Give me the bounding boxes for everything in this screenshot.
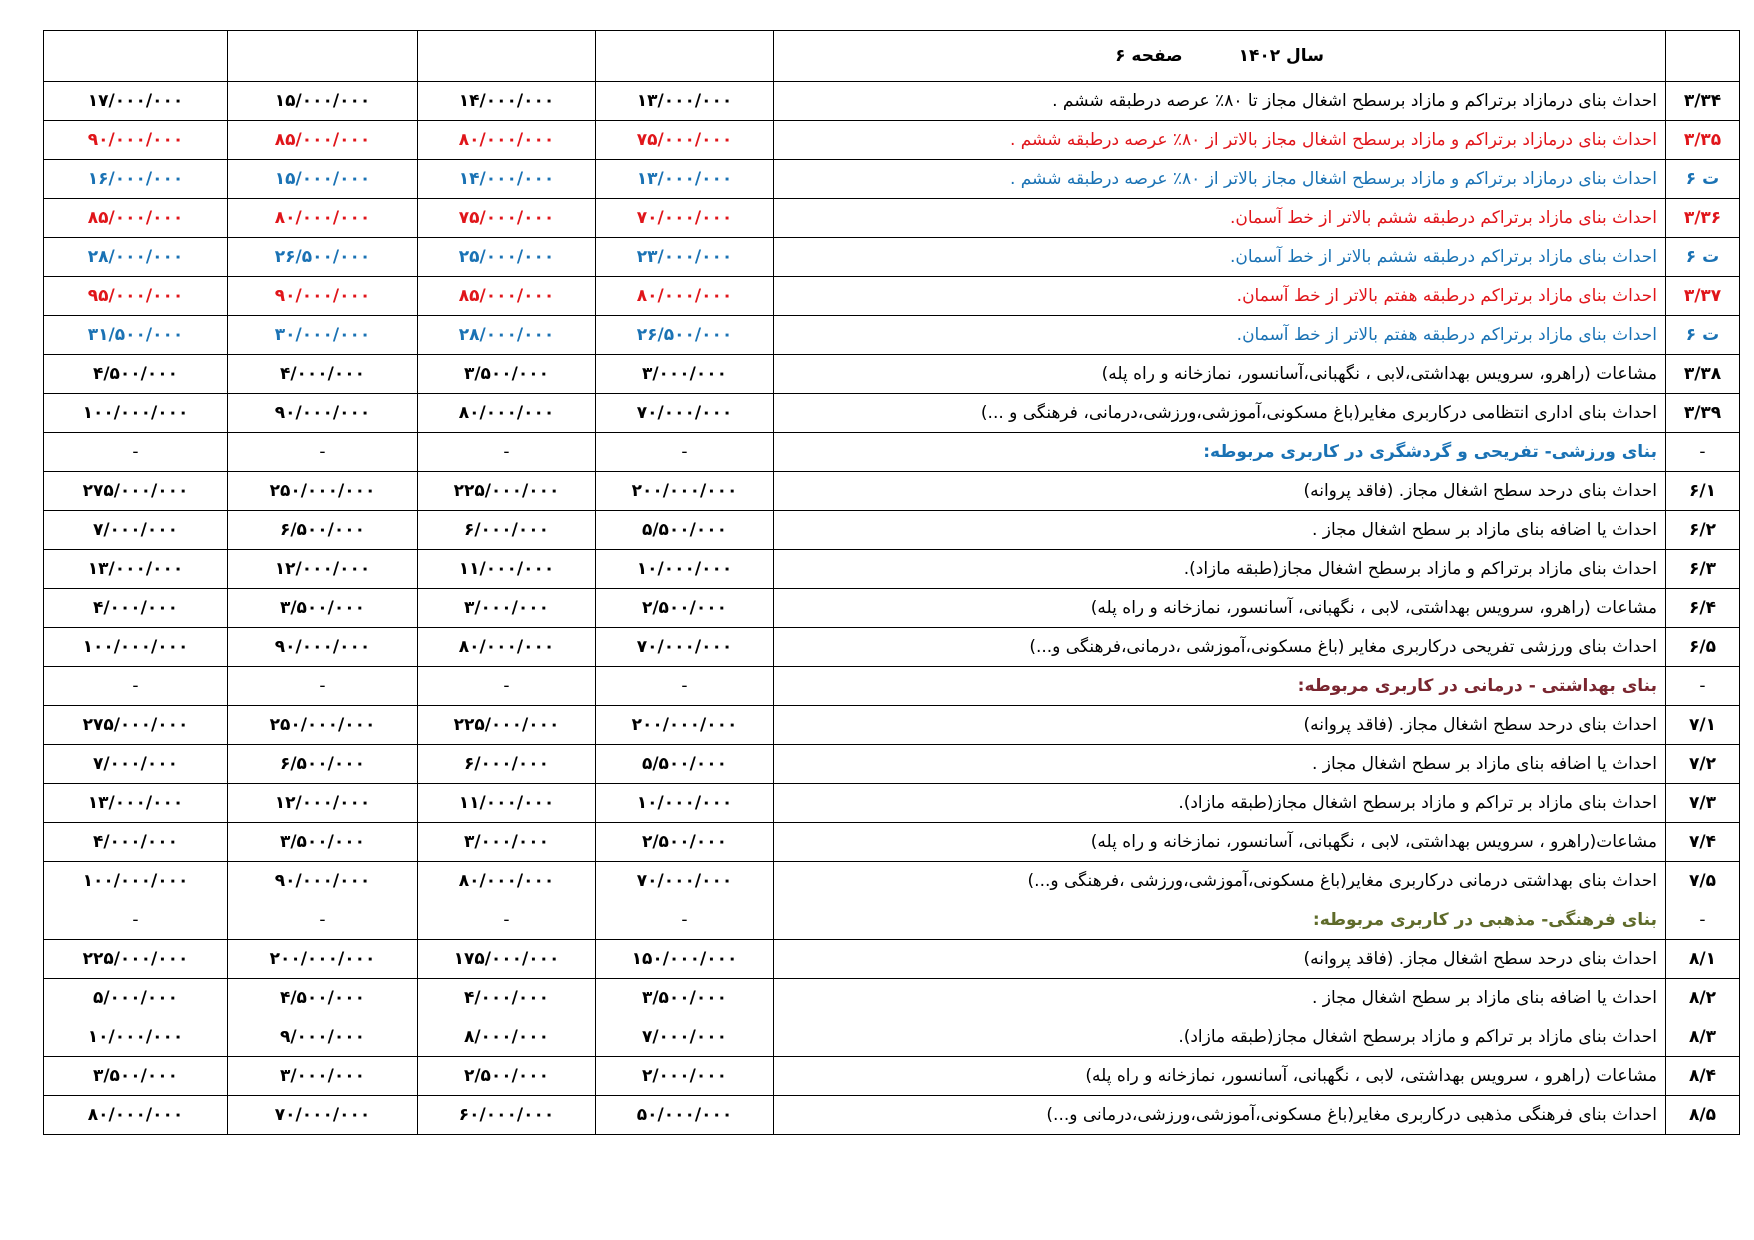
- value-cell: ۷۵/۰۰۰/۰۰۰: [418, 199, 596, 238]
- code-cell: ۸/۱: [1666, 940, 1740, 979]
- value-cell: ۸۰/۰۰۰/۰۰۰: [44, 1096, 228, 1135]
- value-cell: ۲۷۵/۰۰۰/۰۰۰: [44, 706, 228, 745]
- value-cell: ۷/۰۰۰/۰۰۰: [44, 511, 228, 550]
- code-cell: ۸/۴: [1666, 1057, 1740, 1096]
- value-cell: ۸۰/۰۰۰/۰۰۰: [418, 121, 596, 160]
- table-row: [44, 940, 1740, 979]
- code-cell: ۳/۳۸: [1666, 355, 1740, 394]
- value-cell: ۱۵۰/۰۰۰/۰۰۰: [596, 940, 774, 979]
- value-cell: ۲/۵۰۰/۰۰۰: [418, 1057, 596, 1096]
- table-row: [44, 1018, 1740, 1057]
- code-cell: -: [1666, 667, 1740, 706]
- value-cell: ۲۲۵/۰۰۰/۰۰۰: [44, 940, 228, 979]
- value-cell: ۱۰۰/۰۰۰/۰۰۰: [44, 394, 228, 433]
- description-cell: احداث بنای ورزشی تفریحی درکاربری مغایر (باغ مسکونی،آموزشی ،درمانی،فرهنگی و...): [774, 628, 1666, 667]
- table-row: [44, 160, 1740, 199]
- value-cell: ۱۲/۰۰۰/۰۰۰: [228, 784, 418, 823]
- value-cell: ۹۰/۰۰۰/۰۰۰: [44, 121, 228, 160]
- value-cell: ۸/۰۰۰/۰۰۰: [418, 1018, 596, 1057]
- value-cell: ۱۳/۰۰۰/۰۰۰: [44, 550, 228, 589]
- value-cell: ۲۰۰/۰۰۰/۰۰۰: [596, 472, 774, 511]
- value-cell: ۵/۰۰۰/۰۰۰: [44, 979, 228, 1018]
- code-cell: ۸/۳: [1666, 1018, 1740, 1057]
- value-cell: ۲۶/۵۰۰/۰۰۰: [228, 238, 418, 277]
- code-cell: ۶/۳: [1666, 550, 1740, 589]
- page-label: صفحه ۶: [1115, 46, 1183, 66]
- value-cell: ۵۰/۰۰۰/۰۰۰: [596, 1096, 774, 1135]
- value-cell: ۹۰/۰۰۰/۰۰۰: [228, 628, 418, 667]
- value-cell: ۶/۵۰۰/۰۰۰: [228, 745, 418, 784]
- table-row: [44, 823, 1740, 862]
- value-cell: ۳/۰۰۰/۰۰۰: [596, 355, 774, 394]
- value-cell: ۹۵/۰۰۰/۰۰۰: [44, 277, 228, 316]
- value-cell: ۸۵/۰۰۰/۰۰۰: [44, 199, 228, 238]
- value-cell: -: [44, 433, 228, 472]
- code-cell: ۶/۲: [1666, 511, 1740, 550]
- section-row: [44, 667, 1740, 706]
- value-cell: ۹۰/۰۰۰/۰۰۰: [228, 277, 418, 316]
- value-cell: ۹۰/۰۰۰/۰۰۰: [228, 394, 418, 433]
- description-cell: احداث بنای درحد سطح اشغال مجاز. (فاقد پروانه): [774, 472, 1666, 511]
- code-cell: ت ۶: [1666, 238, 1740, 277]
- description-cell: احداث بنای مازاد برتراکم درطبقه هفتم بالاتر از خط آسمان.: [774, 316, 1666, 355]
- description-cell: احداث بنای درمازاد برتراکم و مازاد برسطح اشغال مجاز تا ۸۰٪ عرصه درطبقه ششم .: [774, 82, 1666, 121]
- value-cell: ۷/۰۰۰/۰۰۰: [596, 1018, 774, 1057]
- description-cell: احداث بنای مازاد برتراکم و مازاد برسطح اشغال مجاز(طبقه مازاد).: [774, 550, 1666, 589]
- value-cell: ۳/۰۰۰/۰۰۰: [228, 1057, 418, 1096]
- code-cell: ۳/۳۷: [1666, 277, 1740, 316]
- value-cell: ۱۱/۰۰۰/۰۰۰: [418, 550, 596, 589]
- value-cell: ۲۶/۵۰۰/۰۰۰: [596, 316, 774, 355]
- value-cell: ۶/۰۰۰/۰۰۰: [418, 745, 596, 784]
- table-row: [44, 472, 1740, 511]
- value-cell: ۳/۵۰۰/۰۰۰: [228, 823, 418, 862]
- value-cell: ۸۰/۰۰۰/۰۰۰: [418, 628, 596, 667]
- value-cell: ۱۷۵/۰۰۰/۰۰۰: [418, 940, 596, 979]
- description-cell: احداث بنای درمازاد برتراکم و مازاد برسطح اشغال مجاز بالاتر از ۸۰٪ عرصه درطبقه ششم .: [774, 160, 1666, 199]
- fee-table: [43, 30, 1740, 1135]
- value-cell: ۲۰۰/۰۰۰/۰۰۰: [596, 706, 774, 745]
- value-cell: ۶/۵۰۰/۰۰۰: [228, 511, 418, 550]
- table-row: [44, 1096, 1740, 1135]
- value-cell: ۸۰/۰۰۰/۰۰۰: [228, 199, 418, 238]
- code-cell: ۳/۳۴: [1666, 82, 1740, 121]
- value-cell: ۴/۰۰۰/۰۰۰: [44, 823, 228, 862]
- code-cell: ۷/۴: [1666, 823, 1740, 862]
- header-cell-empty: [1666, 31, 1740, 82]
- value-cell: ۱۵/۰۰۰/۰۰۰: [228, 82, 418, 121]
- table-row: [44, 628, 1740, 667]
- value-cell: ۲/۵۰۰/۰۰۰: [596, 823, 774, 862]
- value-cell: -: [418, 901, 596, 940]
- value-cell: -: [228, 667, 418, 706]
- value-cell: ۱۰/۰۰۰/۰۰۰: [596, 550, 774, 589]
- value-cell: ۸۰/۰۰۰/۰۰۰: [418, 862, 596, 901]
- code-cell: ۷/۱: [1666, 706, 1740, 745]
- value-cell: -: [228, 901, 418, 940]
- code-cell: -: [1666, 901, 1740, 940]
- value-cell: ۱۰/۰۰۰/۰۰۰: [44, 1018, 228, 1057]
- value-cell: ۱۳/۰۰۰/۰۰۰: [596, 82, 774, 121]
- code-cell: ت ۶: [1666, 160, 1740, 199]
- code-cell: ۳/۳۵: [1666, 121, 1740, 160]
- table-row: [44, 550, 1740, 589]
- table-row: [44, 277, 1740, 316]
- value-cell: ۱۴/۰۰۰/۰۰۰: [418, 160, 596, 199]
- code-cell: ۶/۱: [1666, 472, 1740, 511]
- page-header: [774, 31, 1666, 82]
- table-row: [44, 745, 1740, 784]
- description-cell: احداث بنای فرهنگی مذهبی درکاربری مغایر(باغ مسکونی،آموزشی،ورزشی،درمانی و...): [774, 1096, 1666, 1135]
- code-cell: ۸/۲: [1666, 979, 1740, 1018]
- value-cell: ۳/۵۰۰/۰۰۰: [596, 979, 774, 1018]
- value-cell: ۷۵/۰۰۰/۰۰۰: [596, 121, 774, 160]
- value-cell: -: [228, 433, 418, 472]
- value-cell: ۷/۰۰۰/۰۰۰: [44, 745, 228, 784]
- description-cell: بنای فرهنگی- مذهبی در کاربری مربوطه:: [774, 901, 1666, 940]
- value-cell: -: [418, 433, 596, 472]
- header-cell-empty: [418, 31, 596, 82]
- description-cell: احداث بنای مازاد برتراکم درطبقه هفتم بالاتر از خط آسمان.: [774, 277, 1666, 316]
- description-cell: بنای ورزشی- تفریحی و گردشگری در کاربری مربوطه:: [774, 433, 1666, 472]
- code-cell: ۷/۵: [1666, 862, 1740, 901]
- description-cell: احداث بنای درحد سطح اشغال مجاز. (فاقد پروانه): [774, 706, 1666, 745]
- value-cell: ۱۰۰/۰۰۰/۰۰۰: [44, 862, 228, 901]
- table-row: [44, 862, 1740, 901]
- description-cell: احداث بنای مازاد برتراکم درطبقه ششم بالاتر از خط آسمان.: [774, 238, 1666, 277]
- description-cell: احداث بنای مازاد برتراکم درطبقه ششم بالاتر از خط آسمان.: [774, 199, 1666, 238]
- value-cell: ۱۳/۰۰۰/۰۰۰: [596, 160, 774, 199]
- value-cell: ۴/۰۰۰/۰۰۰: [418, 979, 596, 1018]
- value-cell: -: [596, 667, 774, 706]
- value-cell: ۷۰/۰۰۰/۰۰۰: [228, 1096, 418, 1135]
- value-cell: ۱۴/۰۰۰/۰۰۰: [418, 82, 596, 121]
- table-row: [44, 511, 1740, 550]
- value-cell: ۳۰/۰۰۰/۰۰۰: [228, 316, 418, 355]
- value-cell: ۹۰/۰۰۰/۰۰۰: [228, 862, 418, 901]
- description-cell: احداث یا اضافه بنای مازاد بر سطح اشغال مجاز .: [774, 979, 1666, 1018]
- table-row: [44, 979, 1740, 1018]
- table-row: [44, 316, 1740, 355]
- description-cell: احداث یا اضافه بنای مازاد بر سطح اشغال مجاز .: [774, 745, 1666, 784]
- table-row: [44, 394, 1740, 433]
- code-cell: ۸/۵: [1666, 1096, 1740, 1135]
- value-cell: ۴/۰۰۰/۰۰۰: [44, 589, 228, 628]
- header-cell-empty: [228, 31, 418, 82]
- value-cell: ۱۰/۰۰۰/۰۰۰: [596, 784, 774, 823]
- value-cell: ۲۳/۰۰۰/۰۰۰: [596, 238, 774, 277]
- value-cell: ۷۰/۰۰۰/۰۰۰: [596, 628, 774, 667]
- table-row: [44, 706, 1740, 745]
- value-cell: ۸۰/۰۰۰/۰۰۰: [596, 277, 774, 316]
- value-cell: ۵/۵۰۰/۰۰۰: [596, 745, 774, 784]
- value-cell: ۸۵/۰۰۰/۰۰۰: [418, 277, 596, 316]
- code-cell: ۶/۴: [1666, 589, 1740, 628]
- value-cell: ۲۰۰/۰۰۰/۰۰۰: [228, 940, 418, 979]
- header-cell-empty: [44, 31, 228, 82]
- table-row: [44, 199, 1740, 238]
- value-cell: ۷۰/۰۰۰/۰۰۰: [596, 862, 774, 901]
- description-cell: احداث بنای درمازاد برتراکم و مازاد برسطح اشغال مجاز بالاتر از ۸۰٪ عرصه درطبقه ششم .: [774, 121, 1666, 160]
- value-cell: ۲/۰۰۰/۰۰۰: [596, 1057, 774, 1096]
- value-cell: ۵/۵۰۰/۰۰۰: [596, 511, 774, 550]
- description-cell: بنای بهداشتی - درمانی در کاربری مربوطه:: [774, 667, 1666, 706]
- value-cell: ۶۰/۰۰۰/۰۰۰: [418, 1096, 596, 1135]
- value-cell: ۳/۵۰۰/۰۰۰: [228, 589, 418, 628]
- code-cell: -: [1666, 433, 1740, 472]
- value-cell: ۱۷/۰۰۰/۰۰۰: [44, 82, 228, 121]
- code-cell: ۳/۳۹: [1666, 394, 1740, 433]
- description-cell: احداث بنای مازاد بر تراکم و مازاد برسطح اشغال مجاز(طبقه مازاد).: [774, 1018, 1666, 1057]
- table-row: [44, 238, 1740, 277]
- table-row: [44, 784, 1740, 823]
- code-cell: ۷/۲: [1666, 745, 1740, 784]
- value-cell: ۲۵/۰۰۰/۰۰۰: [418, 238, 596, 277]
- value-cell: ۱۶/۰۰۰/۰۰۰: [44, 160, 228, 199]
- header-row: [44, 31, 1740, 82]
- year-label: سال ۱۴۰۲: [1238, 46, 1324, 66]
- description-cell: احداث بنای درحد سطح اشغال مجاز. (فاقد پروانه): [774, 940, 1666, 979]
- value-cell: ۳/۰۰۰/۰۰۰: [418, 589, 596, 628]
- value-cell: -: [44, 901, 228, 940]
- value-cell: ۷۰/۰۰۰/۰۰۰: [596, 199, 774, 238]
- description-cell: مشاعات (راهرو، سرویس بهداشتی، لابی ، نگهبانی، آسانسور، نمازخانه و راه پله): [774, 589, 1666, 628]
- value-cell: ۲۲۵/۰۰۰/۰۰۰: [418, 706, 596, 745]
- value-cell: -: [418, 667, 596, 706]
- value-cell: ۶/۰۰۰/۰۰۰: [418, 511, 596, 550]
- code-cell: ۷/۳: [1666, 784, 1740, 823]
- value-cell: ۲۷۵/۰۰۰/۰۰۰: [44, 472, 228, 511]
- value-cell: ۱۲/۰۰۰/۰۰۰: [228, 550, 418, 589]
- value-cell: ۳/۰۰۰/۰۰۰: [418, 823, 596, 862]
- value-cell: ۲۲۵/۰۰۰/۰۰۰: [418, 472, 596, 511]
- description-cell: مشاعات (راهرو ، سرویس بهداشتی، لابی ، نگهبانی، آسانسور، نمازخانه و راه پله): [774, 1057, 1666, 1096]
- value-cell: ۲۵۰/۰۰۰/۰۰۰: [228, 472, 418, 511]
- value-cell: ۳/۵۰۰/۰۰۰: [44, 1057, 228, 1096]
- value-cell: ۲۸/۰۰۰/۰۰۰: [44, 238, 228, 277]
- value-cell: ۴/۰۰۰/۰۰۰: [228, 355, 418, 394]
- description-cell: احداث بنای اداری انتظامی درکاربری مغایر(باغ مسکونی،آموزشی،ورزشی،درمانی، فرهنگی و ...): [774, 394, 1666, 433]
- code-cell: ۳/۳۶: [1666, 199, 1740, 238]
- value-cell: -: [44, 667, 228, 706]
- table-row: [44, 121, 1740, 160]
- value-cell: ۱۵/۰۰۰/۰۰۰: [228, 160, 418, 199]
- description-cell: احداث بنای بهداشتی درمانی درکاربری مغایر(باغ مسکونی،آموزشی،ورزشی ،فرهنگی و...): [774, 862, 1666, 901]
- value-cell: ۸۵/۰۰۰/۰۰۰: [228, 121, 418, 160]
- value-cell: ۴/۵۰۰/۰۰۰: [44, 355, 228, 394]
- value-cell: ۲۵۰/۰۰۰/۰۰۰: [228, 706, 418, 745]
- description-cell: احداث یا اضافه بنای مازاد بر سطح اشغال مجاز .: [774, 511, 1666, 550]
- value-cell: ۱۳/۰۰۰/۰۰۰: [44, 784, 228, 823]
- section-row: [44, 433, 1740, 472]
- code-cell: ت ۶: [1666, 316, 1740, 355]
- value-cell: ۸۰/۰۰۰/۰۰۰: [418, 394, 596, 433]
- value-cell: ۲/۵۰۰/۰۰۰: [596, 589, 774, 628]
- value-cell: ۳/۵۰۰/۰۰۰: [418, 355, 596, 394]
- code-cell: ۶/۵: [1666, 628, 1740, 667]
- value-cell: ۷۰/۰۰۰/۰۰۰: [596, 394, 774, 433]
- table-row: [44, 82, 1740, 121]
- description-cell: مشاعات (راهرو، سرویس بهداشتی،لابی ، نگهبانی،آسانسور، نمازخانه و راه پله): [774, 355, 1666, 394]
- description-cell: مشاعات(راهرو ، سرویس بهداشتی، لابی ، نگهبانی، آسانسور، نمازخانه و راه پله): [774, 823, 1666, 862]
- table-row: [44, 355, 1740, 394]
- description-cell: احداث بنای مازاد بر تراکم و مازاد برسطح اشغال مجاز(طبقه مازاد).: [774, 784, 1666, 823]
- value-cell: ۲۸/۰۰۰/۰۰۰: [418, 316, 596, 355]
- value-cell: -: [596, 433, 774, 472]
- value-cell: ۳۱/۵۰۰/۰۰۰: [44, 316, 228, 355]
- value-cell: ۴/۵۰۰/۰۰۰: [228, 979, 418, 1018]
- section-row: [44, 901, 1740, 940]
- value-cell: -: [596, 901, 774, 940]
- table-row: [44, 1057, 1740, 1096]
- header-cell-empty: [596, 31, 774, 82]
- table-row: [44, 589, 1740, 628]
- value-cell: ۱۱/۰۰۰/۰۰۰: [418, 784, 596, 823]
- value-cell: ۹/۰۰۰/۰۰۰: [228, 1018, 418, 1057]
- value-cell: ۱۰۰/۰۰۰/۰۰۰: [44, 628, 228, 667]
